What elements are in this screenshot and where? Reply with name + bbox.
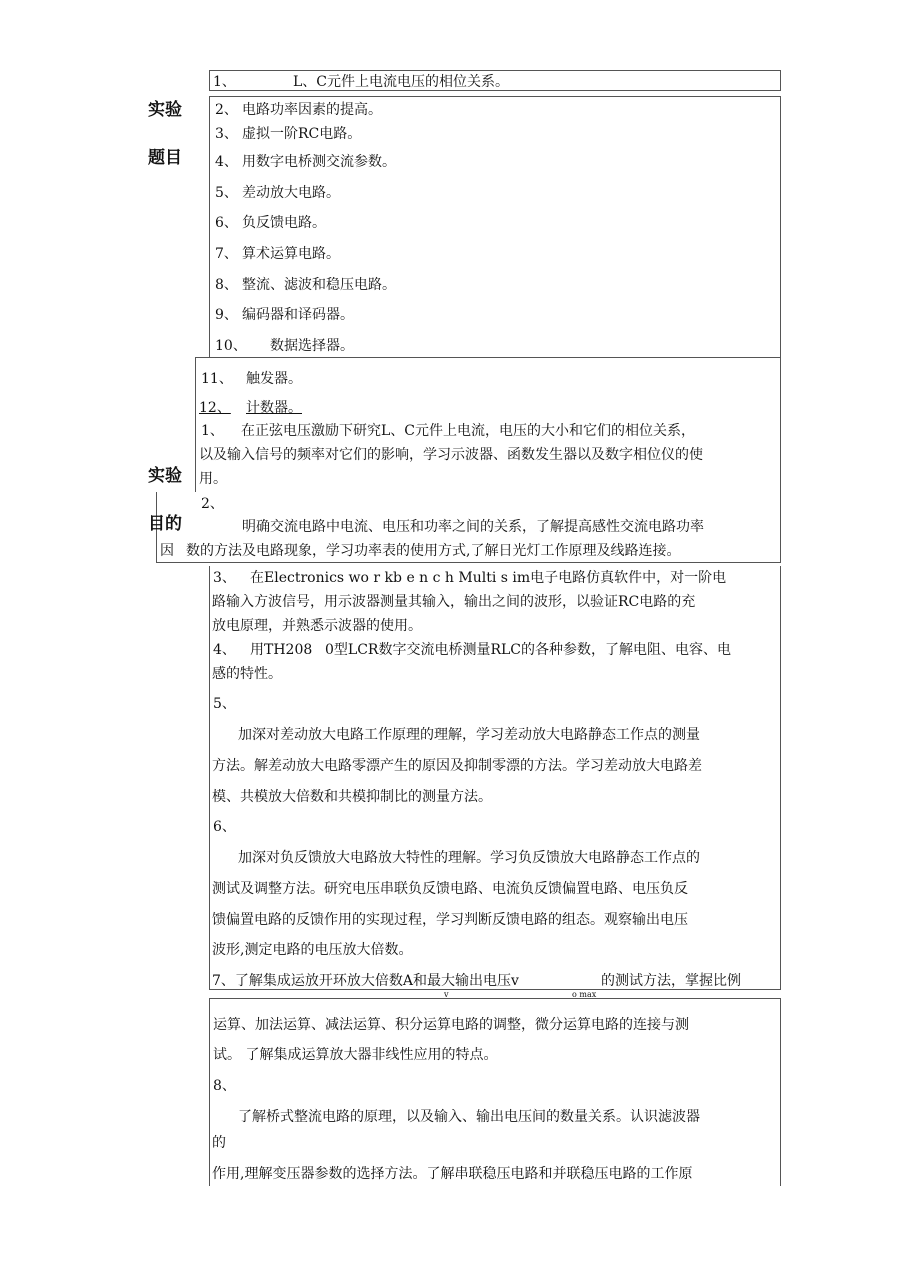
content-left-border	[209, 566, 210, 990]
topic-number: 8、	[215, 277, 238, 293]
topic-text: 数据选择器。	[270, 338, 354, 354]
purpose-4-number: 4、	[213, 642, 236, 658]
section-divider	[195, 357, 781, 358]
topic-text: 计数器。	[246, 400, 302, 416]
purpose-8-line: 作用,理解变压器参数的选择方法。了解串联稳压电路和并联稳压电路的工作原	[212, 1166, 693, 1182]
purpose-5-number: 5、	[213, 696, 236, 712]
purpose-1-number: 1、	[201, 423, 224, 439]
purpose-3-line: 在Electronics wo r kb e n c h Multi s im电子电路仿真软件中，对一阶电	[250, 570, 727, 586]
topic-number: 9、	[215, 307, 238, 323]
topic-row1-top-border	[209, 70, 781, 71]
topic-row1-right-border	[780, 70, 781, 91]
topic-text: 用数字电桥测交流参数。	[242, 154, 396, 170]
topic-text: 算术运算电路。	[242, 246, 340, 262]
purpose-4-line: 用TH208	[250, 642, 313, 658]
purpose-1-line: 用。	[199, 471, 227, 487]
topic-text: 负反馈电路。	[242, 215, 326, 231]
purpose-5-line: 方法。解差动放大电路零漂产生的原因及抑制零漂的方法。学习差动放大电路差	[212, 758, 702, 774]
purpose-2-line: 明确交流电路中电流、电压和功率之间的关系，了解提高感性交流电路功率	[242, 519, 704, 535]
topic-label-line2: 题目	[148, 148, 182, 168]
subscript-omax: o max	[572, 990, 597, 999]
subscript-v: v	[444, 990, 449, 999]
purpose-3-line: 路输入方波信号，用示波器测量其输入，输出之间的波形，以验证RC电路的充	[212, 594, 696, 610]
purpose-7-line: 的测试方法，掌握比例	[601, 973, 741, 989]
topic-number: 6、	[215, 215, 238, 231]
topic-text: 虚拟一阶RC电路。	[242, 126, 362, 142]
footer-right-border	[780, 998, 781, 1186]
content-right-border	[780, 566, 781, 990]
topic-label-line1: 实验	[148, 100, 182, 120]
purpose-7-line: 7、了解集成运放开环放大倍数A和最大输出电压v	[212, 973, 519, 989]
purpose-6-number: 6、	[213, 819, 236, 835]
topic-number: 3、	[215, 126, 238, 142]
topic-number: 5、	[215, 185, 238, 201]
purpose-2-line: 数的方法及电路现象，学习功率表的使用方式,了解日光灯工作原理及线路连接。	[186, 543, 681, 559]
topic-box-top-border	[209, 96, 781, 97]
topic-box-right-border	[780, 96, 781, 563]
topic-row1-left-border	[209, 70, 210, 91]
purpose-6-line: 测试及调整方法。研究电压串联负反馈电路、电流负反馈偏置电路、电压负反	[212, 881, 688, 897]
purpose-inner-left-border	[195, 357, 196, 492]
purpose-label-line1: 实验	[148, 466, 182, 486]
topic-number: 12、	[199, 400, 231, 416]
purpose-2-number: 2、	[201, 496, 224, 512]
topic-number: 10、	[215, 338, 247, 354]
footer-left-border	[209, 998, 210, 1186]
purpose-label-line2: 目的	[148, 514, 182, 534]
purpose-6-line: 馈偏置电路的反馈作用的实现过程，学习判断反馈电路的组态。观察输出电压	[212, 912, 688, 928]
purpose-4-line: 感的特性。	[212, 666, 282, 682]
topic-number: 4、	[215, 154, 238, 170]
purpose-3-line: 放电原理，并熟悉示波器的使用。	[212, 618, 422, 634]
purpose-6-line: 波形,测定电路的电压放大倍数。	[212, 942, 413, 958]
purpose-8-line: 的	[212, 1135, 226, 1151]
purpose-side-char: 因	[160, 543, 174, 559]
topic-text: 差动放大电路。	[242, 185, 340, 201]
purpose-7-line: 运算、加法运算、减法运算、积分运算电路的调整，微分运算电路的连接与测	[213, 1017, 689, 1033]
purpose-8-line: 了解桥式整流电路的原理，以及输入、输出电压间的数量关系。认识滤波器	[238, 1109, 700, 1125]
purpose-4-line: 0型LCR数字交流电桥测量RLC的各种参数，了解电阻、电容、电	[325, 642, 732, 658]
purpose-1-line: 以及输入信号的频率对它们的影响，学习示波器、函数发生器以及数字相位仪的使	[199, 447, 703, 463]
purpose-6-line: 加深对负反馈放大电路放大特性的理解。学习负反馈放大电路静态工作点的	[238, 850, 700, 866]
topic-number: 2、	[215, 102, 238, 118]
topic-text: 编码器和译码器。	[242, 307, 354, 323]
topic-text: 电路功率因素的提高。	[242, 102, 382, 118]
purpose-1-line: 在正弦电压激励下研究L、C元件上电流，电压的大小和它们的相位关系，	[241, 423, 696, 439]
purpose-5-line: 加深对差动放大电路工作原理的理解，学习差动放大电路静态工作点的测量	[238, 727, 700, 743]
topic-box-left-border	[209, 96, 210, 358]
purpose-7-line: 试。 了解集成运算放大器非线性应用的特点。	[213, 1047, 498, 1063]
topic-text: L、C元件上电流电压的相位关系。	[293, 74, 510, 90]
purpose-row-bottom-border	[156, 562, 781, 563]
topic-text: 整流、滤波和稳压电路。	[242, 277, 396, 293]
purpose-8-number: 8、	[213, 1078, 236, 1094]
topic-number: 11、	[201, 371, 233, 387]
topic-number: 7、	[215, 246, 238, 262]
purpose-5-line: 模、共模放大倍数和共模抑制比的测量方法。	[212, 789, 492, 805]
purpose-3-number: 3、	[213, 570, 236, 586]
topic-number: 1、	[213, 74, 236, 90]
topic-text: 触发器。	[246, 371, 302, 387]
footer-top-border	[209, 998, 781, 999]
